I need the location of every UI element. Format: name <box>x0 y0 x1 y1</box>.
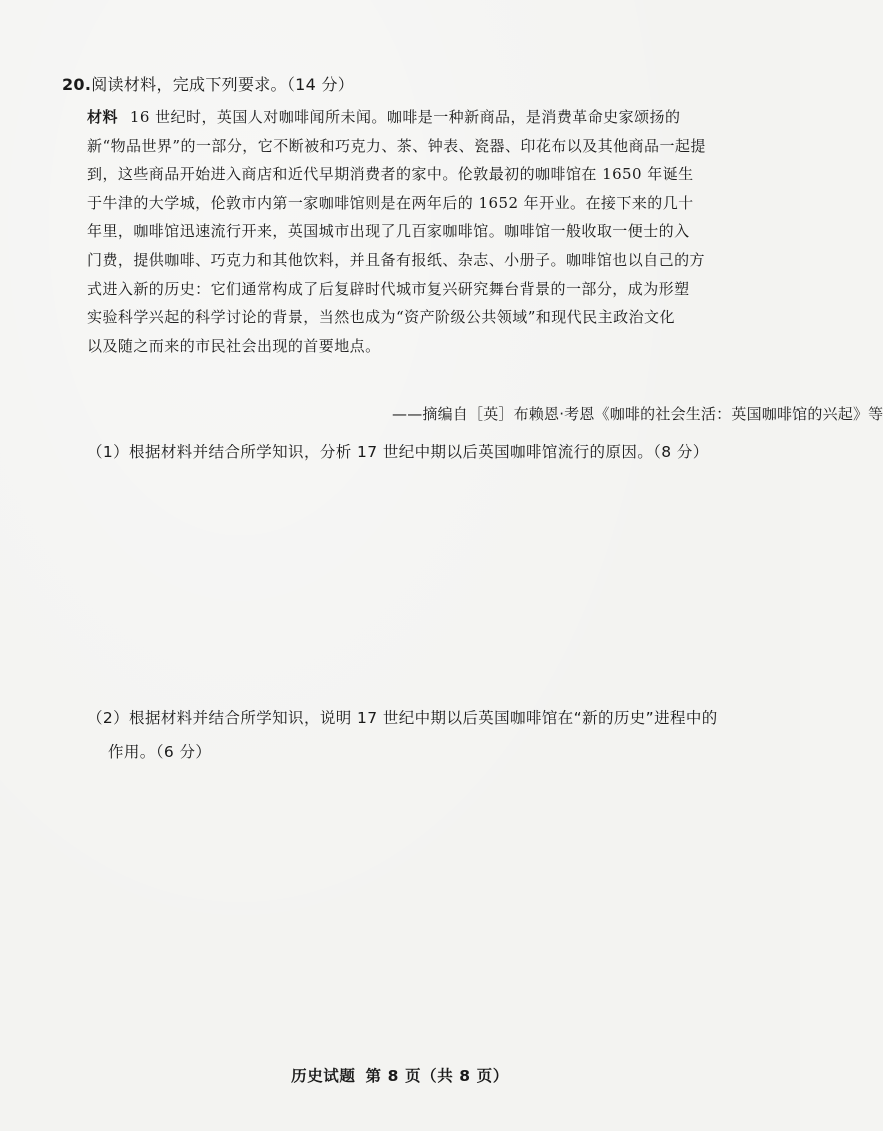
material-line: 年里，咖啡馆迅速流行开来，英国城市出现了几百家咖啡馆。咖啡馆一般收取一便士的入 <box>87 222 690 241</box>
sub-question-2-continued: 作用。（6 分） <box>108 743 212 761</box>
material-tag: 材料 <box>87 108 118 126</box>
answer-area-2[interactable] <box>87 775 727 1045</box>
material-line: 门费，提供咖啡、巧克力和其他饮料，并且备有报纸、杂志、小册子。咖啡馆也以自己的方 <box>87 250 706 269</box>
material-line: 新“物品世界”的一部分，它不断被和巧克力、茶、钟表、瓷器、印花布以及其他商品一起提 <box>87 136 706 155</box>
material-line: 以及随之而来的市民社会出现的首要地点。 <box>87 336 381 355</box>
answer-area-1[interactable] <box>87 470 727 695</box>
page-footer <box>0 1064 800 1086</box>
question-instruction: 阅读材料，完成下列要求。（14 分） <box>91 75 355 94</box>
material-line: 到，这些商品开始进入商店和近代早期消费者的家中。伦敦最初的咖啡馆在 1650 年诞生 <box>87 165 694 184</box>
material-text: 16 世纪时，英国人对咖啡闻所未闻。咖啡是一种新商品，是消费革命史家颂扬的 <box>129 108 681 126</box>
material-line <box>87 103 727 132</box>
material-line: 于牛津的大学城，伦敦市内第一家咖啡馆则是在两年后的 1652 年开业。在接下来的几十 <box>87 193 694 212</box>
material-source: ——摘编自［英］布赖恩·考恩《咖啡的社会生活：英国咖啡馆的兴起》等 <box>392 405 883 423</box>
sub-question-1: （1）根据材料并结合所学知识，分析 17 世纪中期以后英国咖啡馆流行的原因。（8 分） <box>87 443 709 461</box>
material-passage <box>87 103 727 360</box>
footer-subject: 历史试题 <box>291 1067 356 1085</box>
material-line: 式进入新的历史：它们通常构成了后复辟时代城市复兴研究舞台背景的一部分，成为形塑 <box>87 279 690 298</box>
footer-page-number: 第 8 页（共 8 页） <box>365 1067 509 1085</box>
question-number: 20. <box>62 75 92 94</box>
question-header <box>62 72 354 95</box>
sub-question-2: （2）根据材料并结合所学知识，说明 17 世纪中期以后英国咖啡馆在“新的历史”进程中的 <box>87 709 718 727</box>
material-line: 实验科学兴起的科学讨论的背景，当然也成为“资产阶级公共领域”和现代民主政治文化 <box>87 308 675 327</box>
